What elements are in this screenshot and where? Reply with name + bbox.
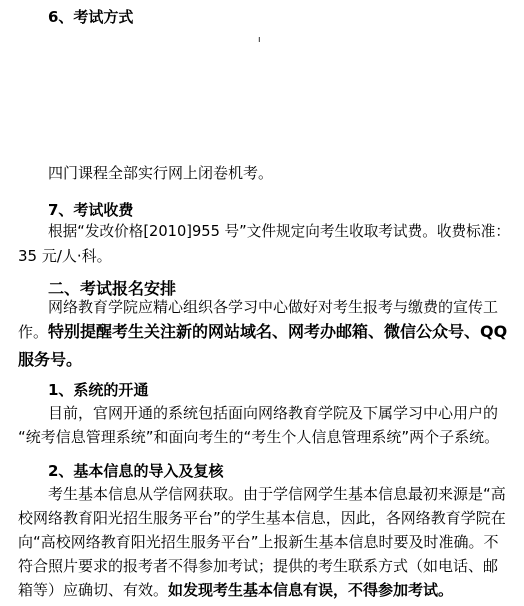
subsection-2-line-5-normal: 箱等）应确切、有效。 — [18, 581, 169, 599]
subsection-2-line-5 — [18, 580, 453, 600]
subsection-2-line-2: 校网络教育阳光招生服务平台”的学生基本信息，因此，各网络教育学院在 — [18, 509, 506, 527]
section-2-para-line-2-normal: 作。 — [18, 323, 49, 341]
subsection-1-line-2: “统考信息管理系统”和面向考生的“考生个人信息管理系统”两个子系统。 — [18, 428, 500, 446]
section-7-heading: 7、考试收费 — [48, 201, 134, 219]
section-2-para-line-1: 网络教育学院应精心组织各学习中心做好对考生报考与缴费的宣传工 — [48, 298, 499, 316]
subsection-2-heading: 2、基本信息的导入及复核 — [48, 462, 224, 480]
section-7-line-1: 根据“发改价格[2010]955 号”文件规定向考生收取考试费。收费标准： — [48, 222, 510, 240]
stray-mark: ı — [258, 35, 261, 45]
section-2-para-line-2 — [18, 322, 507, 342]
subsection-2-line-3: 向“高校网络教育阳光招生服务平台”上报新生基本信息时要及时准确。不 — [18, 533, 499, 551]
section-2-heading: 二、考试报名安排 — [48, 279, 177, 298]
subsection-2-line-4: 符合照片要求的报考者不得参加考试；提供的考生联系方式（如电话、邮 — [18, 557, 499, 575]
section-6-text: 四门课程全部实行网上闭卷机考。 — [48, 164, 274, 182]
section-2-para-line-2-bold: 特别提醒考生关注新的网站域名、网考办邮箱、微信公众号、QQ — [48, 322, 508, 341]
section-7-line-2: 35 元/人·科。 — [18, 247, 112, 265]
subsection-1-heading: 1、系统的开通 — [48, 381, 149, 399]
section-6-heading: 6、考试方式 — [48, 8, 134, 26]
subsection-1-line-1: 目前，官网开通的系统包括面向网络教育学院及下属学习中心用户的 — [48, 404, 499, 422]
section-2-para-line-3: 服务号。 — [18, 350, 83, 369]
subsection-2-line-5-bold: 如发现考生基本信息有误，不得参加考试。 — [168, 581, 454, 599]
subsection-2-line-1: 考生基本信息从学信网获取。由于学信网学生基本信息最初来源是“高 — [48, 485, 506, 503]
